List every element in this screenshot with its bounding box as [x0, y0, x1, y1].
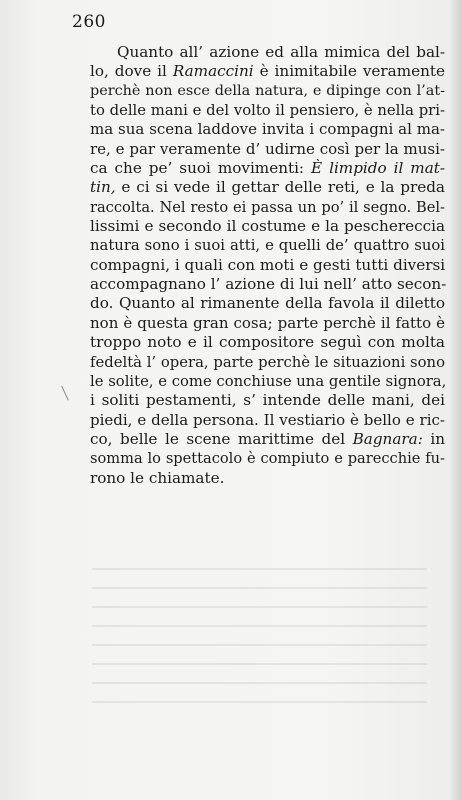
italic-text: Ramaccini [172, 62, 254, 81]
text-run: do. Quanto al rimanente della favola il diletto [90, 294, 445, 313]
text-run: to delle mani e del volto il pensiero, è nella pri- [90, 102, 445, 120]
text-line [90, 333, 445, 352]
text-run: i soliti pestamenti, s’ intende delle mani, dei [90, 391, 445, 410]
text-line [90, 314, 445, 333]
text-line [90, 62, 445, 81]
text-run: co, belle le scene marittime del [90, 429, 353, 448]
text-run: in [422, 429, 446, 448]
text-line [90, 178, 445, 197]
text-line [90, 391, 445, 410]
text-run: raccolta. Nel resto ei passa un po’ il segno. Bel- [90, 198, 445, 216]
text-run: somma lo spettacolo è compiuto e parecchie fu- [90, 450, 445, 468]
text-run: le solite, e come conchiuse una gentile signora, [90, 372, 447, 390]
text-run: ca che pe’ suoi movimenti: [90, 159, 312, 178]
show-through-text [92, 568, 427, 718]
body-paragraph [90, 43, 445, 488]
text-line [90, 198, 445, 217]
text-line [90, 43, 445, 62]
text-line [90, 236, 445, 255]
text-run: rono le chiamate. [90, 468, 225, 487]
text-line [90, 159, 445, 178]
text-run: natura sono i suoi atti, e quelli de’ quattro suoi [90, 237, 445, 255]
text-line [90, 101, 445, 120]
text-run: Quanto all’ azione ed alla mimica del bal- [117, 43, 445, 61]
text-line [90, 140, 445, 159]
text-run: piedi, e della persona. Il vestiario è bello e ric- [90, 410, 445, 429]
text-run: perchè non esce della natura, e dipinge con l’at- [90, 82, 445, 99]
text-line [90, 411, 445, 430]
page-edge-shadow [449, 0, 461, 800]
text-run: e ci si vede il gettar delle reti, e la preda [115, 178, 445, 197]
text-line [90, 217, 445, 236]
text-line [90, 275, 445, 294]
italic-text: Bagnara: [352, 429, 423, 448]
text-line [90, 353, 445, 372]
text-line [90, 294, 445, 313]
margin-mark [61, 381, 78, 400]
text-line [90, 372, 445, 391]
text-run: re, e par veramente d’ udirne così per la musi- [90, 139, 445, 158]
text-run: lissimi e secondo il costume e la peschereccia [90, 217, 445, 236]
text-run: accompagnano l’ azione di lui nell’ atto secon- [90, 275, 447, 294]
text-run: ma sua scena laddove invita i compagni al ma- [90, 120, 445, 139]
text-line [90, 430, 445, 449]
text-line [90, 256, 445, 275]
text-line [90, 469, 445, 488]
text-run: non è questa gran cosa; parte perchè il fatto è [90, 313, 445, 332]
italic-text: tin, [90, 178, 116, 197]
text-run: troppo noto e il compositore seguì con molta [90, 333, 445, 352]
text-run: compagni, i quali con moti e gesti tutti diversi [90, 255, 446, 274]
italic-text: È limpido il mat- [311, 159, 445, 178]
page-number: 260 [72, 12, 106, 32]
text-line [90, 120, 445, 139]
text-line [90, 82, 445, 101]
text-run: fedeltà l’ opera, parte perchè le situazioni sono [90, 353, 445, 371]
text-run: lo, dove il [90, 62, 173, 81]
text-line [90, 449, 445, 468]
text-run: è inimitabile veramente [253, 62, 445, 81]
